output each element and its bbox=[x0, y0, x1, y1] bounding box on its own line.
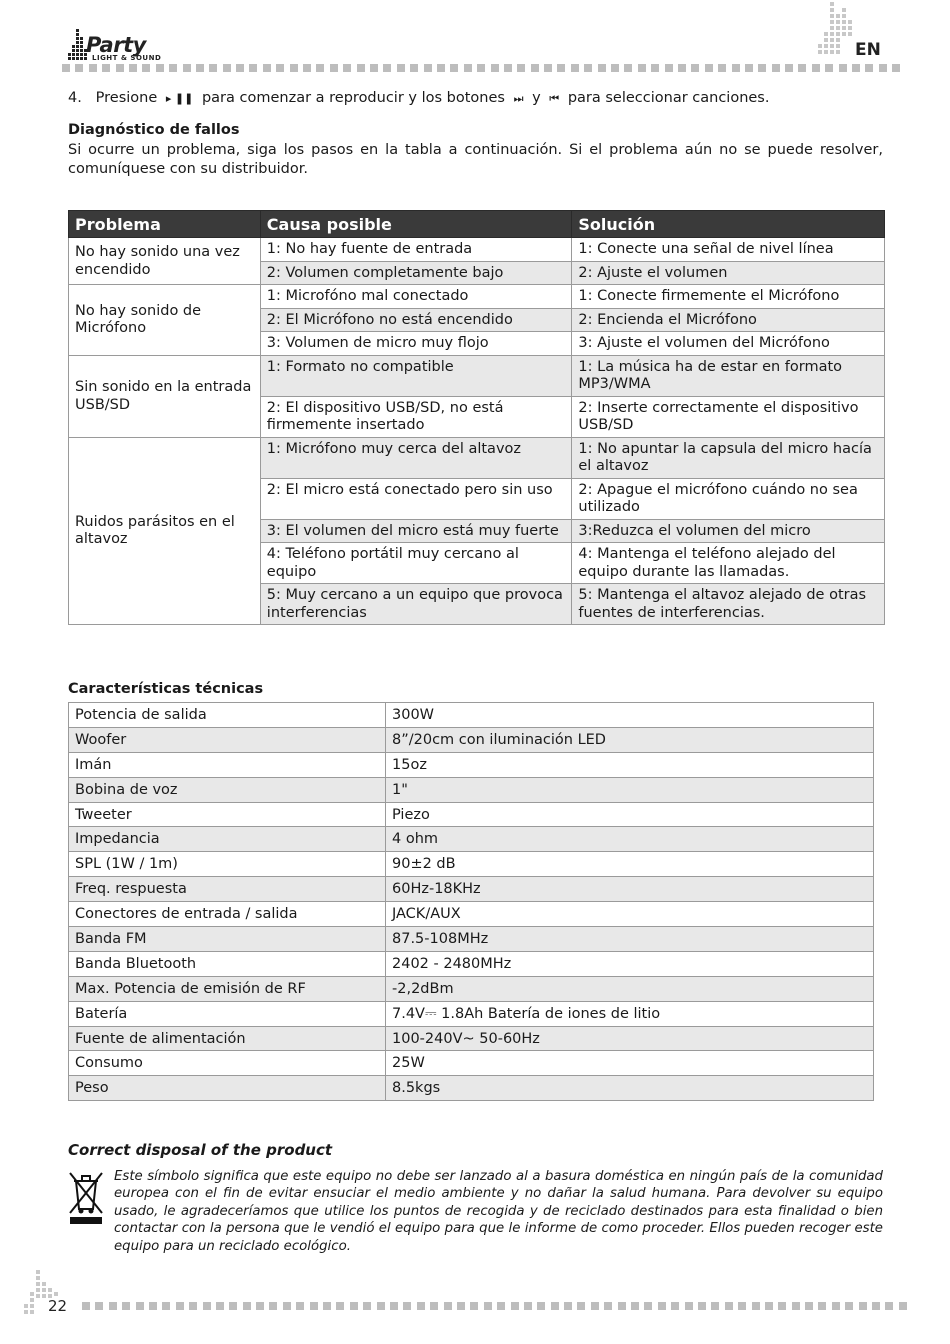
footer-divider bbox=[82, 1302, 907, 1310]
divider-dot bbox=[732, 64, 740, 72]
diagnostics-title: Diagnóstico de fallos bbox=[68, 122, 240, 138]
divider-dot bbox=[865, 64, 873, 72]
divider-dot bbox=[531, 64, 539, 72]
spec-value: 15oz bbox=[386, 752, 874, 777]
divider-dot bbox=[209, 64, 217, 72]
divider-dot bbox=[491, 64, 499, 72]
table-row bbox=[69, 802, 874, 827]
divider-dot bbox=[705, 64, 713, 72]
brand-name: Party bbox=[86, 33, 146, 57]
divider-dot bbox=[102, 64, 110, 72]
divider-dot bbox=[798, 64, 806, 72]
divider-dot bbox=[82, 1302, 90, 1310]
divider-dot bbox=[738, 1302, 746, 1310]
divider-dot bbox=[243, 1302, 251, 1310]
specs-table bbox=[68, 702, 874, 1101]
spec-value: 90±2 dB bbox=[386, 852, 874, 877]
column-header: Solución bbox=[572, 211, 885, 238]
divider-dot bbox=[417, 1302, 425, 1310]
divider-dot bbox=[511, 1302, 519, 1310]
diagnostics-text: Si ocurre un problema, siga los pasos en la tabla a continuación. Si el problema aún no se puede resolver, comuníquese con su distribuidor. bbox=[68, 142, 883, 177]
spec-value: 4 ohm bbox=[386, 827, 874, 852]
spec-label: Imán bbox=[69, 752, 386, 777]
spec-label: SPL (1W / 1m) bbox=[69, 852, 386, 877]
step-text: y bbox=[532, 90, 541, 106]
divider-dot bbox=[189, 1302, 197, 1310]
spec-label: Consumo bbox=[69, 1051, 386, 1076]
cause-cell: 1: Micrófono muy cerca del altavoz bbox=[260, 437, 572, 478]
divider-dot bbox=[276, 64, 284, 72]
divider-dot bbox=[544, 64, 552, 72]
solution-cell: 1: Conecte una señal de nivel línea bbox=[572, 238, 885, 262]
solution-cell: 2: Inserte correctamente el dispositivo USB/SD bbox=[572, 396, 885, 437]
spec-value: 60Hz-18KHz bbox=[386, 877, 874, 902]
table-row bbox=[69, 1051, 874, 1076]
divider-dot bbox=[236, 64, 244, 72]
playback-instruction bbox=[68, 90, 769, 106]
divider-dot bbox=[845, 1302, 853, 1310]
divider-dot bbox=[457, 1302, 465, 1310]
previous-track-icon: ⏮ bbox=[549, 92, 560, 105]
divider-dot bbox=[598, 64, 606, 72]
divider-dot bbox=[818, 1302, 826, 1310]
divider-dot bbox=[176, 1302, 184, 1310]
divider-dot bbox=[323, 1302, 331, 1310]
divider-dot bbox=[350, 1302, 358, 1310]
divider-dot bbox=[437, 64, 445, 72]
divider-dot bbox=[377, 1302, 385, 1310]
spec-label: Banda Bluetooth bbox=[69, 951, 386, 976]
solution-cell: 4: Mantenga el teléfono alejado del equipo durante las llamadas. bbox=[572, 543, 885, 584]
divider-dot bbox=[136, 1302, 144, 1310]
step-number: 4. bbox=[68, 90, 82, 106]
divider-dot bbox=[183, 64, 191, 72]
divider-dot bbox=[269, 1302, 277, 1310]
spec-value: Piezo bbox=[386, 802, 874, 827]
play-pause-icon: ▸ ❚❚ bbox=[165, 92, 194, 105]
divider-dot bbox=[424, 64, 432, 72]
divider-dot bbox=[504, 64, 512, 72]
table-row bbox=[69, 927, 874, 952]
divider-dot bbox=[129, 64, 137, 72]
divider-dot bbox=[584, 64, 592, 72]
solution-cell: 1: Conecte firmemente el Micrófono bbox=[572, 285, 885, 309]
solution-cell: 5: Mantenga el altavoz alejado de otras fuentes de interferencias. bbox=[572, 584, 885, 625]
spec-value: 8.5kgs bbox=[386, 1076, 874, 1101]
step-text: para seleccionar canciones. bbox=[567, 90, 770, 106]
solution-cell: 2: Encienda el Micrófono bbox=[572, 308, 885, 332]
cause-cell: 3: El volumen del micro está muy fuerte bbox=[260, 519, 572, 543]
divider-dot bbox=[283, 1302, 291, 1310]
divider-dot bbox=[618, 1302, 626, 1310]
divider-dot bbox=[872, 1302, 880, 1310]
icon-spacer bbox=[68, 1168, 114, 1238]
divider-dot bbox=[162, 1302, 170, 1310]
spec-value: 100-240V~ 50-60Hz bbox=[386, 1026, 874, 1051]
divider-dot bbox=[658, 1302, 666, 1310]
divider-dot bbox=[383, 64, 391, 72]
divider-dot bbox=[772, 64, 780, 72]
spec-value: 8”/20cm con iluminación LED bbox=[386, 727, 874, 752]
solution-cell: 3: Ajuste el volumen del Micrófono bbox=[572, 332, 885, 356]
divider-dot bbox=[899, 1302, 907, 1310]
divider-dot bbox=[149, 1302, 157, 1310]
table-row bbox=[69, 976, 874, 1001]
cause-cell: 2: El dispositivo USB/SD, no está firmemente insertado bbox=[260, 396, 572, 437]
cause-cell: 1: Formato no compatible bbox=[260, 355, 572, 396]
divider-dot bbox=[330, 64, 338, 72]
divider-dot bbox=[765, 1302, 773, 1310]
divider-dot bbox=[357, 64, 365, 72]
divider-dot bbox=[644, 1302, 652, 1310]
spec-value: -2,2dBm bbox=[386, 976, 874, 1001]
divider-dot bbox=[410, 64, 418, 72]
divider-dot bbox=[698, 1302, 706, 1310]
divider-dot bbox=[885, 1302, 893, 1310]
divider-dot bbox=[631, 1302, 639, 1310]
table-row bbox=[69, 355, 885, 396]
divider-dot bbox=[778, 1302, 786, 1310]
problem-cell: No hay sonido una vez encendido bbox=[69, 238, 261, 285]
divider-dot bbox=[718, 64, 726, 72]
disposal-text-block bbox=[68, 1168, 883, 1255]
divider-dot bbox=[263, 64, 271, 72]
divider-dot bbox=[859, 1302, 867, 1310]
solution-cell: 3:Reduzca el volumen del micro bbox=[572, 519, 885, 543]
spec-label: Peso bbox=[69, 1076, 386, 1101]
divider-dot bbox=[216, 1302, 224, 1310]
cause-cell: 2: El Micrófono no está encendido bbox=[260, 308, 572, 332]
divider-dot bbox=[397, 64, 405, 72]
spec-label: Tweeter bbox=[69, 802, 386, 827]
brand-logo bbox=[68, 26, 168, 62]
divider-dot bbox=[403, 1302, 411, 1310]
divider-dot bbox=[444, 1302, 452, 1310]
table-row bbox=[69, 238, 885, 262]
spec-label: Batería bbox=[69, 1001, 386, 1026]
spec-label: Impedancia bbox=[69, 827, 386, 852]
cause-cell: 4: Teléfono portátil muy cercano al equipo bbox=[260, 543, 572, 584]
language-label: EN bbox=[855, 40, 881, 60]
spec-value: 87.5-108MHz bbox=[386, 927, 874, 952]
divider-dot bbox=[229, 1302, 237, 1310]
step-text: Presione bbox=[95, 90, 158, 106]
spec-label: Banda FM bbox=[69, 927, 386, 952]
spec-value: 25W bbox=[386, 1051, 874, 1076]
problem-cell: Ruidos parásitos en el altavoz bbox=[69, 437, 261, 625]
divider-dot bbox=[638, 64, 646, 72]
divider-dot bbox=[537, 1302, 545, 1310]
step-text: para comenzar a reproducir y los botones bbox=[201, 90, 505, 106]
divider-dot bbox=[142, 64, 150, 72]
divider-dot bbox=[290, 64, 298, 72]
spec-label: Potencia de salida bbox=[69, 703, 386, 728]
divider-dot bbox=[758, 64, 766, 72]
divider-dot bbox=[296, 1302, 304, 1310]
divider-dot bbox=[89, 64, 97, 72]
table-row bbox=[69, 285, 885, 309]
table-row bbox=[69, 777, 874, 802]
table-row bbox=[69, 902, 874, 927]
divider-dot bbox=[825, 64, 833, 72]
divider-dot bbox=[879, 64, 887, 72]
table-row bbox=[69, 827, 874, 852]
divider-dot bbox=[370, 64, 378, 72]
spec-value: 7.4V⎓ 1.8Ah Batería de iones de litio bbox=[386, 1001, 874, 1026]
divider-dot bbox=[711, 1302, 719, 1310]
divider-dot bbox=[249, 64, 257, 72]
divider-dot bbox=[551, 1302, 559, 1310]
divider-dot bbox=[223, 64, 231, 72]
divider-dot bbox=[852, 64, 860, 72]
column-header: Causa posible bbox=[260, 211, 572, 238]
table-row bbox=[69, 437, 885, 478]
solution-cell: 1: No apuntar la capsula del micro hacía el altavoz bbox=[572, 437, 885, 478]
divider-dot bbox=[671, 1302, 679, 1310]
cause-cell: 2: Volumen completamente bajo bbox=[260, 261, 572, 285]
disposal-title: Correct disposal of the product bbox=[68, 1141, 333, 1159]
spec-label: Bobina de voz bbox=[69, 777, 386, 802]
divider-dot bbox=[571, 64, 579, 72]
divider-dot bbox=[678, 64, 686, 72]
divider-dot bbox=[725, 1302, 733, 1310]
divider-dot bbox=[116, 64, 124, 72]
divider-dot bbox=[792, 1302, 800, 1310]
spec-label: Conectores de entrada / salida bbox=[69, 902, 386, 927]
cause-cell: 1: No hay fuente de entrada bbox=[260, 238, 572, 262]
table-row bbox=[69, 703, 874, 728]
divider-dot bbox=[691, 64, 699, 72]
divider-dot bbox=[752, 1302, 760, 1310]
cause-cell: 2: El micro está conectado pero sin uso bbox=[260, 478, 572, 519]
divider-dot bbox=[665, 64, 673, 72]
divider-dot bbox=[685, 1302, 693, 1310]
divider-dot bbox=[805, 1302, 813, 1310]
table-row bbox=[69, 727, 874, 752]
divider-dot bbox=[156, 64, 164, 72]
divider-dot bbox=[577, 1302, 585, 1310]
spec-value: 300W bbox=[386, 703, 874, 728]
divider-dot bbox=[477, 64, 485, 72]
divider-dot bbox=[832, 1302, 840, 1310]
divider-dot bbox=[484, 1302, 492, 1310]
spec-label: Freq. respuesta bbox=[69, 877, 386, 902]
header-divider bbox=[62, 64, 900, 72]
divider-dot bbox=[310, 1302, 318, 1310]
table-row bbox=[69, 951, 874, 976]
table-row bbox=[69, 1001, 874, 1026]
solution-cell: 2: Ajuste el volumen bbox=[572, 261, 885, 285]
table-row bbox=[69, 877, 874, 902]
divider-dot bbox=[62, 64, 70, 72]
divider-dot bbox=[336, 1302, 344, 1310]
solution-cell: 2: Apague el micrófono cuándo no sea utilizado bbox=[572, 478, 885, 519]
divider-dot bbox=[557, 64, 565, 72]
divider-dot bbox=[169, 64, 177, 72]
divider-dot bbox=[564, 1302, 572, 1310]
table-row bbox=[69, 752, 874, 777]
divider-dot bbox=[363, 1302, 371, 1310]
cause-cell: 5: Muy cercano a un equipo que provoca interferencias bbox=[260, 584, 572, 625]
divider-dot bbox=[203, 1302, 211, 1310]
cause-cell: 1: Microfóno mal conectado bbox=[260, 285, 572, 309]
divider-dot bbox=[450, 64, 458, 72]
table-row bbox=[69, 1076, 874, 1101]
problem-cell: Sin sonido en la entrada USB/SD bbox=[69, 355, 261, 437]
cause-cell: 3: Volumen de micro muy flojo bbox=[260, 332, 572, 356]
divider-dot bbox=[464, 64, 472, 72]
divider-dot bbox=[196, 64, 204, 72]
spec-value: 1" bbox=[386, 777, 874, 802]
divider-dot bbox=[839, 64, 847, 72]
divider-dot bbox=[524, 1302, 532, 1310]
divider-dot bbox=[390, 1302, 398, 1310]
divider-dot bbox=[256, 1302, 264, 1310]
table-header-row bbox=[69, 211, 885, 238]
divider-dot bbox=[604, 1302, 612, 1310]
divider-dot bbox=[316, 64, 324, 72]
problem-cell: No hay sonido de Micrófono bbox=[69, 285, 261, 356]
specs-title: Características técnicas bbox=[68, 681, 264, 697]
spec-value: 2402 - 2480MHz bbox=[386, 951, 874, 976]
table-row bbox=[69, 852, 874, 877]
page-number: 22 bbox=[48, 1297, 68, 1315]
divider-dot bbox=[892, 64, 900, 72]
divider-dot bbox=[470, 1302, 478, 1310]
solution-cell: 1: La música ha de estar en formato MP3/WMA bbox=[572, 355, 885, 396]
spec-value: JACK/AUX bbox=[386, 902, 874, 927]
column-header: Problema bbox=[69, 211, 261, 238]
divider-dot bbox=[497, 1302, 505, 1310]
divider-dot bbox=[95, 1302, 103, 1310]
divider-dot bbox=[75, 64, 83, 72]
next-track-icon: ⏭ bbox=[513, 92, 524, 105]
divider-dot bbox=[430, 1302, 438, 1310]
divider-dot bbox=[651, 64, 659, 72]
divider-dot bbox=[109, 1302, 117, 1310]
divider-dot bbox=[517, 64, 525, 72]
spec-label: Fuente de alimentación bbox=[69, 1026, 386, 1051]
table-row bbox=[69, 1026, 874, 1051]
divider-dot bbox=[611, 64, 619, 72]
troubleshooting-table bbox=[68, 210, 885, 625]
divider-dot bbox=[745, 64, 753, 72]
divider-dot bbox=[303, 64, 311, 72]
spec-label: Woofer bbox=[69, 727, 386, 752]
divider-dot bbox=[785, 64, 793, 72]
divider-dot bbox=[624, 64, 632, 72]
brand-subtitle: LIGHT & SOUND bbox=[92, 54, 162, 62]
disposal-text: Este símbolo significa que este equipo no debe ser lanzado al a basura doméstica en ningún país de la comunidad europea con el fin de evitar ensuciar el medio ambiente y no dañar la salud humana. Para devolver su equipo usado, le agradeceríamos que utilice los puntos de recogida y de reciclado destinados para esta finalidad o bien contactar con la persona que le vendió el equipo para que le informe de como proceder. Ellos pueden recoger este equipo para un reciclado ecológico. bbox=[114, 1169, 883, 1254]
divider-dot bbox=[122, 1302, 130, 1310]
divider-dot bbox=[343, 64, 351, 72]
divider-dot bbox=[812, 64, 820, 72]
spec-label: Max. Potencia de emisión de RF bbox=[69, 976, 386, 1001]
divider-dot bbox=[591, 1302, 599, 1310]
